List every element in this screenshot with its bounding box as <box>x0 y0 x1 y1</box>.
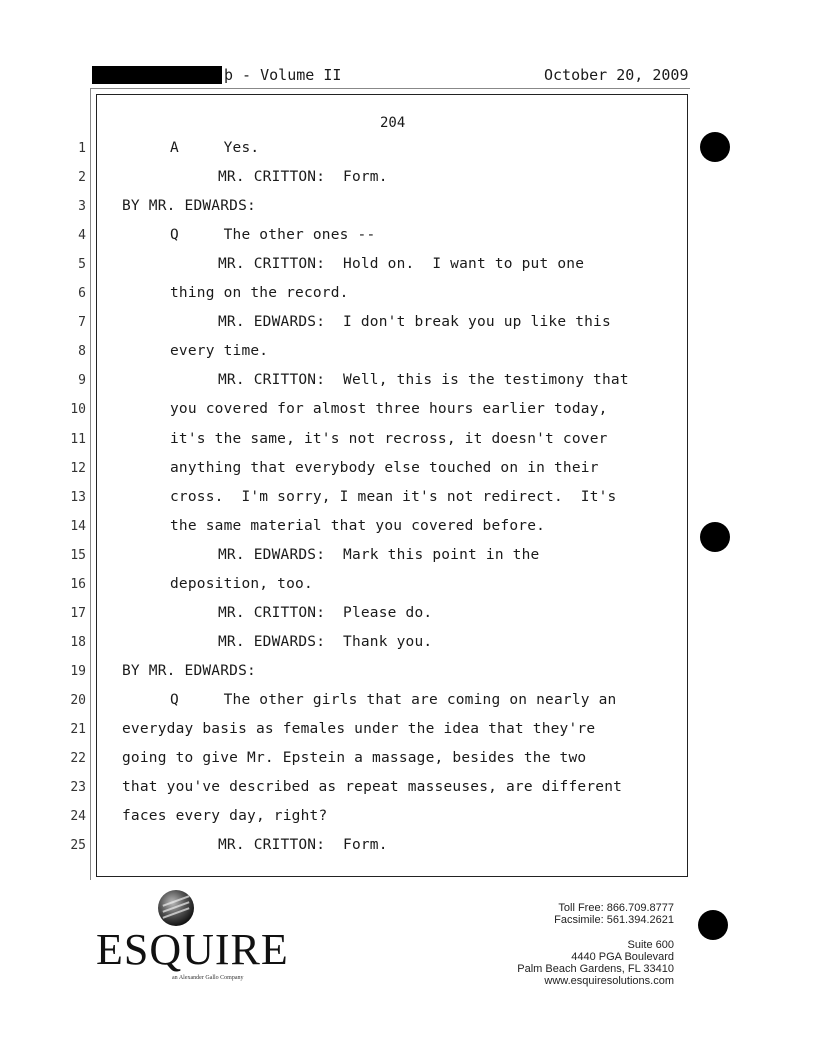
line-number: 6 <box>78 286 86 302</box>
volume-label: þ - Volume II <box>224 66 342 84</box>
line-number: 14 <box>70 518 86 534</box>
line-number: 5 <box>78 257 86 273</box>
line-number: 2 <box>78 170 86 186</box>
page-header <box>0 64 816 88</box>
line-number: 12 <box>70 460 86 476</box>
toll-free: Toll Free: 866.709.8777 <box>558 902 674 914</box>
header-date: October 20, 2009 <box>544 66 689 84</box>
line-number: 10 <box>70 402 86 418</box>
transcript-line: faces every day, right? <box>122 808 328 825</box>
line-number: 1 <box>78 141 86 156</box>
page-number: 204 <box>380 115 406 131</box>
line-number: 19 <box>70 663 86 679</box>
transcript-line: MR. CRITTON: Please do. <box>218 604 433 621</box>
line-number: 9 <box>78 373 86 389</box>
transcript-line: Q The other girls that are coming on nearly an <box>170 691 617 708</box>
line-number: 22 <box>70 751 86 767</box>
punch-hole-top <box>700 132 730 162</box>
transcript-line: MR. EDWARDS: Mark this point in the <box>218 546 540 563</box>
line-number: 4 <box>78 228 86 244</box>
transcript-line: it's the same, it's not recross, it doesn't cover <box>170 430 608 447</box>
punch-hole-bottom <box>698 910 728 940</box>
brand-subtitle: an Alexander Gallo Company <box>172 975 244 981</box>
transcript-line: everyday basis as females under the idea that they're <box>122 721 596 737</box>
line-number: 21 <box>70 722 86 737</box>
address-street: 4440 PGA Boulevard <box>571 951 674 963</box>
line-number: 16 <box>70 576 86 592</box>
transcript-line: cross. I'm sorry, I mean it's not redirect. It's <box>170 488 617 505</box>
globe-icon <box>158 890 194 926</box>
line-number: 18 <box>70 634 86 650</box>
transcript-line: MR. EDWARDS: Thank you. <box>218 633 433 650</box>
line-number: 7 <box>78 315 86 331</box>
esquire-logo <box>96 888 289 988</box>
address-suite: Suite 600 <box>627 939 674 951</box>
transcript-line: Q The other ones -- <box>170 227 376 244</box>
line-number: 17 <box>70 605 86 621</box>
transcript-line: thing on the record. <box>170 285 349 302</box>
transcript-line: MR. CRITTON: Form. <box>218 169 388 186</box>
transcript-line: every time. <box>170 343 269 360</box>
transcript-line: deposition, too. <box>170 575 313 592</box>
transcript-line: you covered for almost three hours earlier today, <box>170 401 608 418</box>
transcript-line: MR. CRITTON: Form. <box>218 837 388 854</box>
redaction-bar <box>92 66 222 84</box>
brand-name: ESQUIRE <box>96 925 289 974</box>
line-number: 8 <box>78 344 86 360</box>
transcript-line: A Yes. <box>170 140 260 156</box>
transcript-line: MR. CRITTON: Well, this is the testimony that <box>218 372 629 389</box>
line-number: 13 <box>70 489 86 505</box>
line-number: 25 <box>70 838 86 854</box>
line-number: 15 <box>70 547 86 563</box>
transcript-line: MR. EDWARDS: I don't break you up like this <box>218 314 611 331</box>
transcript-line: BY MR. EDWARDS: <box>122 198 256 215</box>
transcript-line: going to give Mr. Epstein a massage, besides the two <box>122 750 587 767</box>
address-city: Palm Beach Gardens, FL 33410 <box>517 963 674 975</box>
punch-hole-middle <box>700 522 730 552</box>
transcript-line: the same material that you covered before. <box>170 517 546 534</box>
facsimile: Facsimile: 561.394.2621 <box>554 914 674 926</box>
transcript-line: MR. CRITTON: Hold on. I want to put one <box>218 256 585 273</box>
line-number: 3 <box>78 199 86 215</box>
line-number: 11 <box>70 431 86 447</box>
line-number: 23 <box>70 780 86 796</box>
line-number: 20 <box>70 692 86 708</box>
website-link[interactable]: www.esquiresolutions.com <box>544 975 674 987</box>
transcript-line: anything that everybody else touched on in their <box>170 459 599 476</box>
line-number: 24 <box>70 809 86 825</box>
transcript-line: that you've described as repeat masseuses, are different <box>122 779 623 796</box>
transcript-line: BY MR. EDWARDS: <box>122 662 256 679</box>
